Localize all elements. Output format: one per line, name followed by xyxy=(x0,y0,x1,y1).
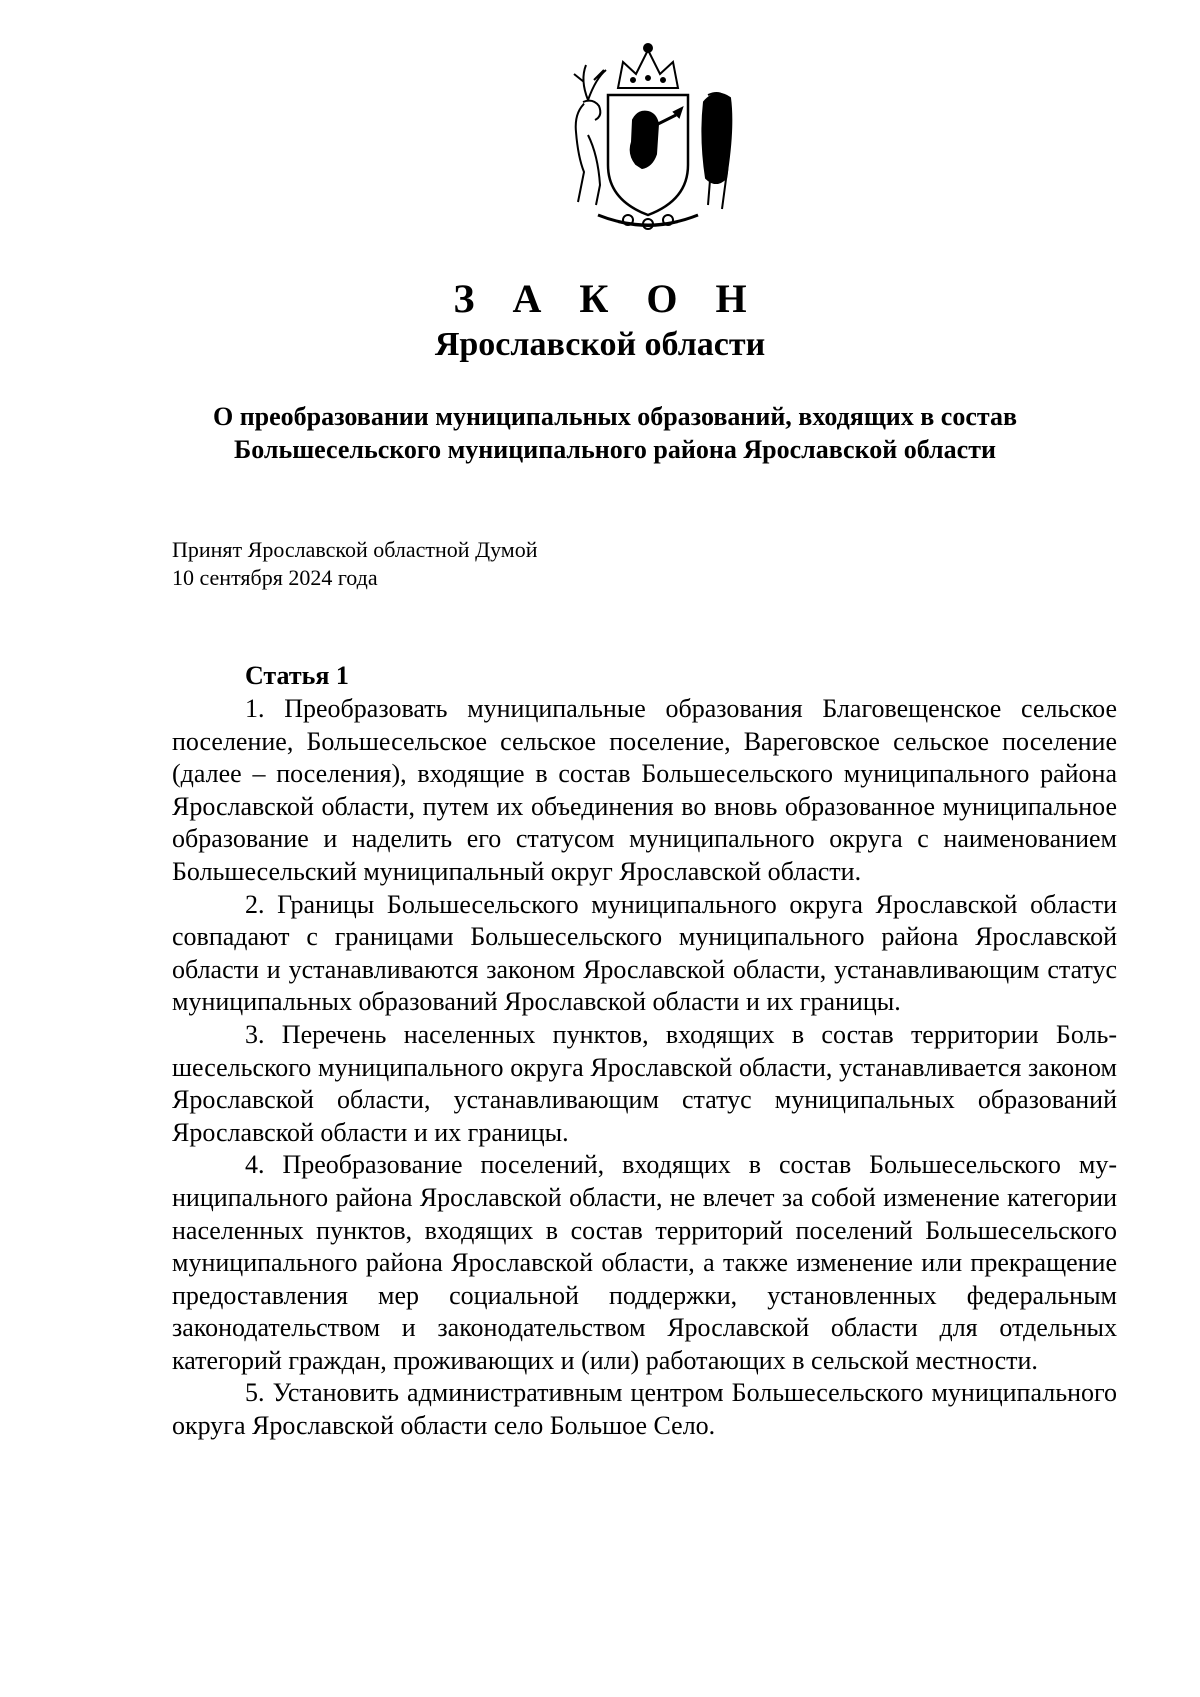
law-subject-line: О преобразовании муниципальных образований, входящих в состав xyxy=(212,402,1018,431)
article-paragraph: 2. Границы Большесельского муниципального округа Ярославской области совпадают с границами Большесельского муниципального района Ярославской области и устанавливаются законом Ярославской области, устанавливающим статус муниципальных образований Ярославской области и их границы. xyxy=(172,889,1117,1017)
law-region: Ярославской области xyxy=(434,326,766,363)
adoption-note xyxy=(172,536,772,592)
law-title: З А К О Н xyxy=(453,276,761,321)
article-paragraph: 5. Установить административным центром Большесельского муниципального округа Ярославской области село Большое Село. xyxy=(172,1378,1117,1441)
adoption-body: Принят Ярославской областной Думой xyxy=(172,537,538,562)
coat-of-arms-icon xyxy=(548,40,748,235)
law-subject-line: Большесельского муниципального района Ярославской области xyxy=(234,435,996,464)
article-body xyxy=(172,693,1117,1443)
article-paragraph: 1. Преобразовать муниципальные образования Благовещенское сельское поселение, Большесельское сельское поселение, Вареговское сельское поселение (далее – поселения), входящие в состав Большесельского муниципального района Ярославской области, путем их объединения во вновь образованное муниципальное образование и наделить его статусом муниципального округа с наименованием Большесельский муниципальный округ Ярославской области. xyxy=(172,694,1117,886)
article-paragraph: 3. Перечень населенных пунктов, входящих в состав территории Большесельского муниципального округа Ярославской области, устанавливается законом Ярославской области, устанавливающим статус муниципальных образований Ярославской области и их границы. xyxy=(172,1019,1117,1147)
article-heading: Статья 1 xyxy=(245,661,349,690)
adoption-date: 10 сентября 2024 года xyxy=(172,565,378,590)
law-subject xyxy=(175,400,1055,466)
article-paragraph: 4. Преобразование поселений, входящих в состав Большесельского муниципального района Ярославской области, не влечет за собой изменение категории населенных пунктов, входящих в состав территорий поселений Большесельского муниципального района Ярославской области, а также изменение или прекращение предоставления мер социальной поддержки, установленных федеральным законодательством и законодательством Ярославской области для отдельных категорий граждан, проживающих и (или) работающих в сельской местности. xyxy=(172,1150,1117,1375)
